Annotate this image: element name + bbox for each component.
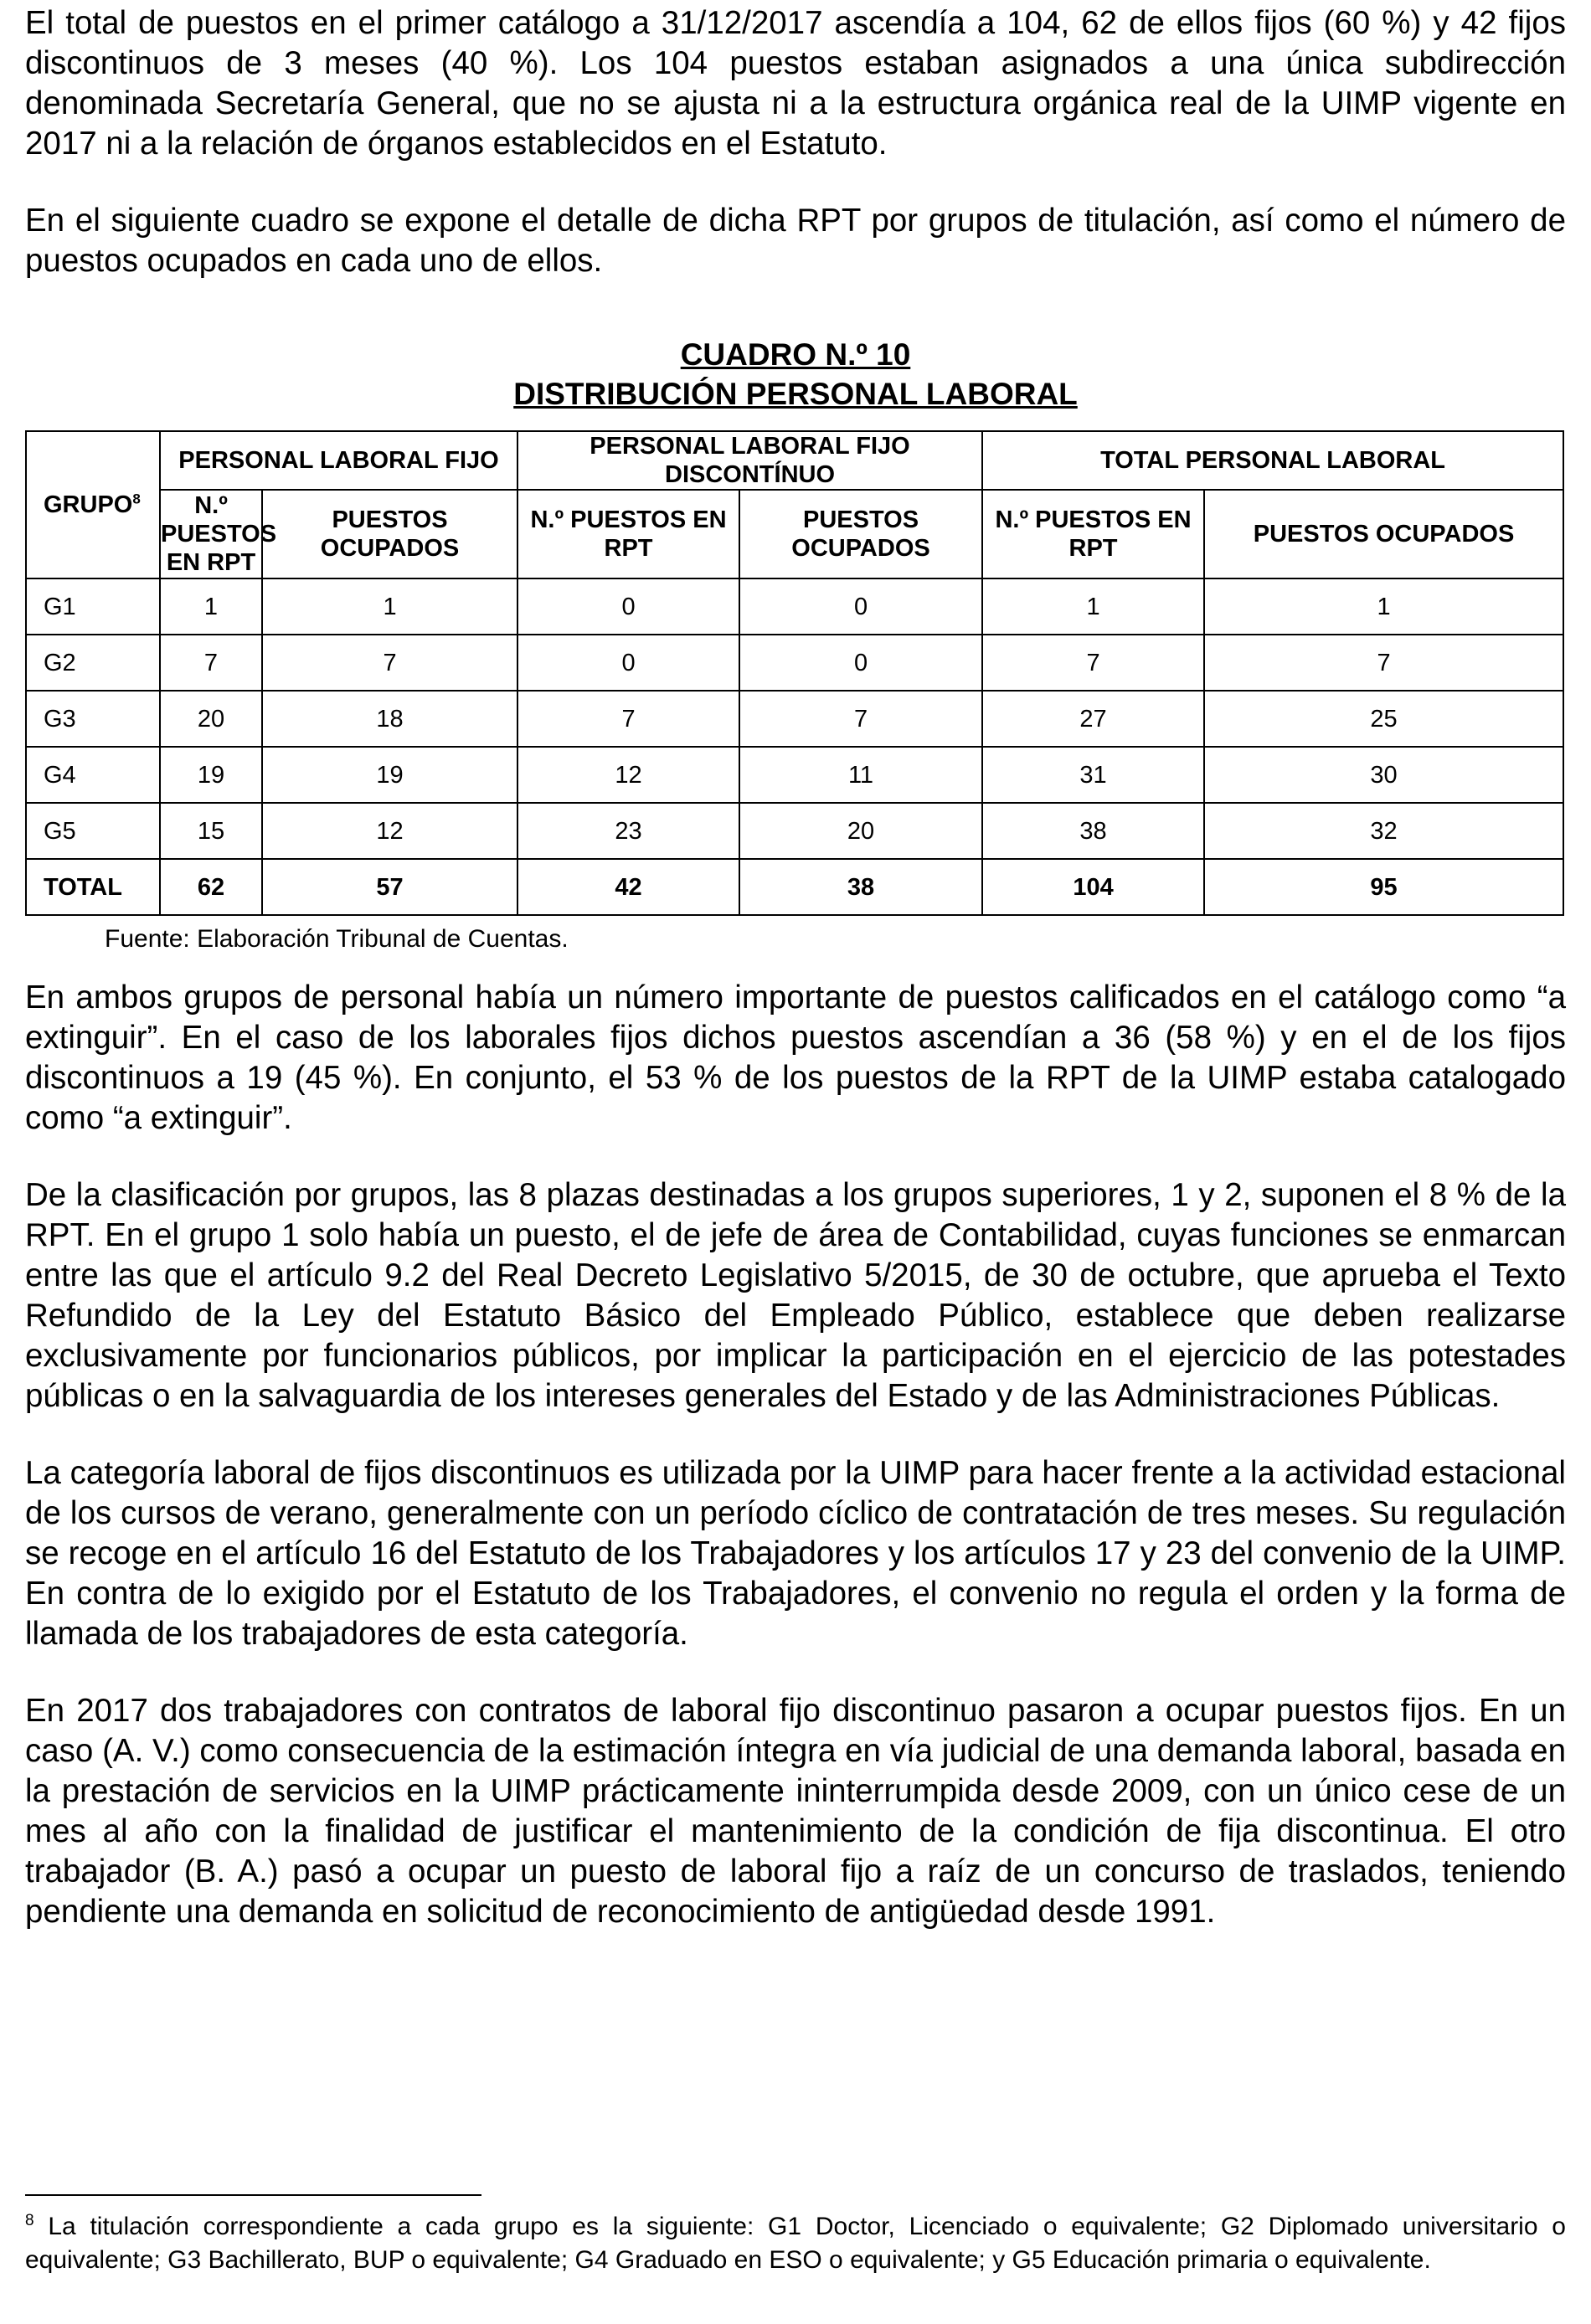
cell-total-ocupados: 25 <box>1204 691 1563 747</box>
cell-disc-rpt: 12 <box>517 747 739 803</box>
cell-grupo: G5 <box>26 803 160 859</box>
header-total: TOTAL PERSONAL LABORAL <box>982 431 1563 490</box>
cell-total-rpt: 31 <box>982 747 1204 803</box>
cell-disc-ocupados: 0 <box>739 635 982 691</box>
cell-fijo-rpt: 20 <box>160 691 262 747</box>
table-source: Fuente: Elaboración Tribunal de Cuentas. <box>105 925 569 953</box>
cell-total-ocupados: 30 <box>1204 747 1563 803</box>
distribution-table <box>25 430 1564 916</box>
table-header-row-2 <box>26 490 1563 578</box>
paragraph-catalog-total: El total de puestos en el primer catálogo a 31/12/2017 ascendía a 104, 62 de ellos fijos (60 %) y 42 fijos discontinuos de 3 meses (40 %). Los 104 puestos estaban asignados a una única subdirección denominada Secretaría General, que no se ajusta ni a la estructura orgánica real de la UIMP vigente en 2017 ni a la relación de órganos establecidos en el Estatuto. <box>25 5 1566 162</box>
table-row <box>26 578 1563 635</box>
cell-total-rpt: 27 <box>982 691 1204 747</box>
cell-grupo: G3 <box>26 691 160 747</box>
header-fijo-ocupados: PUESTOS OCUPADOS <box>262 490 517 578</box>
table-caption-title: DISTRIBUCIÓN PERSONAL LABORAL <box>513 377 1078 411</box>
cell-disc-rpt: 0 <box>517 578 739 635</box>
cell-fijo-ocupados: 57 <box>262 859 517 915</box>
footnote-separator <box>25 2194 481 2196</box>
cell-grupo: TOTAL <box>26 859 160 915</box>
cell-total-rpt: 38 <box>982 803 1204 859</box>
header-disc-puestos-rpt: N.º PUESTOS EN RPT <box>517 490 739 578</box>
header-fijo-puestos-rpt: N.º PUESTOS EN RPT <box>160 490 262 578</box>
table-header-row-1 <box>26 431 1563 490</box>
table-row <box>26 635 1563 691</box>
cell-grupo: G4 <box>26 747 160 803</box>
header-total-puestos-rpt: N.º PUESTOS EN RPT <box>982 490 1204 578</box>
footnote <box>25 2210 1566 2277</box>
header-grupo: GRUPO$^8$ <box>26 431 160 578</box>
cell-disc-ocupados: 11 <box>739 747 982 803</box>
cell-fijo-rpt: 19 <box>160 747 262 803</box>
cell-total-ocupados: 95 <box>1204 859 1563 915</box>
cell-total-ocupados: 1 <box>1204 578 1563 635</box>
cell-disc-rpt: 23 <box>517 803 739 859</box>
cell-fijo-rpt: 62 <box>160 859 262 915</box>
cell-disc-rpt: 42 <box>517 859 739 915</box>
cell-grupo: G2 <box>26 635 160 691</box>
cell-total-ocupados: 32 <box>1204 803 1563 859</box>
table-title-block <box>25 335 1566 414</box>
paragraph-2017-workers: En 2017 dos trabajadores con contratos de laboral fijo discontinuo pasaron a ocupar puestos fijos. En un caso (A. V.) como consecuencia de la estimación íntegra en vía judicial de una demanda laboral, basada en la prestación de servicios en la UIMP prácticamente ininterrumpida desde 2009, con un único cese de un mes al año con la finalidad de justificar el mantenimiento de la condición de fija discontinua. El otro trabajador (B. A.) pasó a ocupar un puesto de laboral fijo a raíz de un concurso de traslados, teniendo pendiente una demanda en solicitud de reconocimiento de antigüedad desde 1991. <box>25 1693 1566 1930</box>
document-page <box>25 0 1566 1932</box>
cell-disc-rpt: 0 <box>517 635 739 691</box>
table-row <box>26 803 1563 859</box>
footnote-marker: 8 <box>25 2212 34 2229</box>
footnote-ref: 8 <box>132 491 141 507</box>
cell-fijo-ocupados: 12 <box>262 803 517 859</box>
table-number-title: CUADRO N.º 10 <box>680 337 911 372</box>
cell-fijo-rpt: 15 <box>160 803 262 859</box>
table-total-row <box>26 859 1563 915</box>
header-fijo: PERSONAL LABORAL FIJO <box>160 431 517 490</box>
cell-disc-ocupados: 38 <box>739 859 982 915</box>
cell-disc-ocupados: 0 <box>739 578 982 635</box>
cell-total-ocupados: 7 <box>1204 635 1563 691</box>
cell-fijo-ocupados: 7 <box>262 635 517 691</box>
paragraph-fijos-discontinuos: La categoría laboral de fijos discontinuos es utilizada por la UIMP para hacer frente a la actividad estacional de los cursos de verano, generalmente con un período cíclico de contratación de tres meses. Su regulación se recoge en el artículo 16 del Estatuto de los Trabajadores y los artículos 17 y 23 del convenio de la UIMP. En contra de lo exigido por el Estatuto de los Trabajadores, el convenio no regula el orden y la forma de llamada de los trabajadores de esta categoría. <box>25 1455 1566 1652</box>
cell-total-rpt: 104 <box>982 859 1204 915</box>
table-row <box>26 747 1563 803</box>
header-disc-ocupados: PUESTOS OCUPADOS <box>739 490 982 578</box>
cell-disc-ocupados: 20 <box>739 803 982 859</box>
cell-grupo: G1 <box>26 578 160 635</box>
header-discontinuo: PERSONAL LABORAL FIJO DISCONTÍNUO <box>517 431 982 490</box>
cell-total-rpt: 1 <box>982 578 1204 635</box>
footnote-text: La titulación correspondiente a cada grupo es la siguiente: G1 Doctor, Licenciado o equivalente; G2 Diplomado universitario o equivalente; G3 Bachillerato, BUP o equivalente; G4 Graduado en ESO o equivalente; y G5 Educación primaria o equivalente. <box>25 2213 1566 2274</box>
cell-disc-ocupados: 7 <box>739 691 982 747</box>
paragraph-table-intro: En el siguiente cuadro se expone el detalle de dicha RPT por grupos de titulación, así como el número de puestos ocupados en cada uno de ellos. <box>25 203 1566 279</box>
cell-fijo-ocupados: 1 <box>262 578 517 635</box>
header-total-ocupados: PUESTOS OCUPADOS <box>1204 490 1563 578</box>
cell-fijo-rpt: 1 <box>160 578 262 635</box>
cell-fijo-rpt: 7 <box>160 635 262 691</box>
paragraph-a-extinguir: En ambos grupos de personal había un número importante de puestos calificados en el catálogo como “a extinguir”. En el caso de los laborales fijos dichos puestos ascendían a 36 (58 %) y en el de los fijos discontinuos a 19 (45 %). En conjunto, el 53 % de los puestos de la RPT de la UIMP estaba catalogado como “a extinguir”. <box>25 979 1566 1136</box>
cell-fijo-ocupados: 18 <box>262 691 517 747</box>
table-row <box>26 691 1563 747</box>
cell-disc-rpt: 7 <box>517 691 739 747</box>
cell-total-rpt: 7 <box>982 635 1204 691</box>
cell-fijo-ocupados: 19 <box>262 747 517 803</box>
paragraph-group-classification: De la clasificación por grupos, las 8 plazas destinadas a los grupos superiores, 1 y 2, suponen el 8 % de la RPT. En el grupo 1 solo había un puesto, el de jefe de área de Contabilidad, cuyas funciones se enmarcan entre las que el artículo 9.2 del Real Decreto Legislativo 5/2015, de 30 de octubre, que aprueba el Texto Refundido de la Ley del Estatuto Básico del Empleado Público, establece que deben realizarse exclusivamente por funcionarios públicos, por implicar la participación en el ejercicio de las potestades públicas o en la salvaguardia de los intereses generales del Estado y de las Administraciones Públicas. <box>25 1177 1566 1414</box>
